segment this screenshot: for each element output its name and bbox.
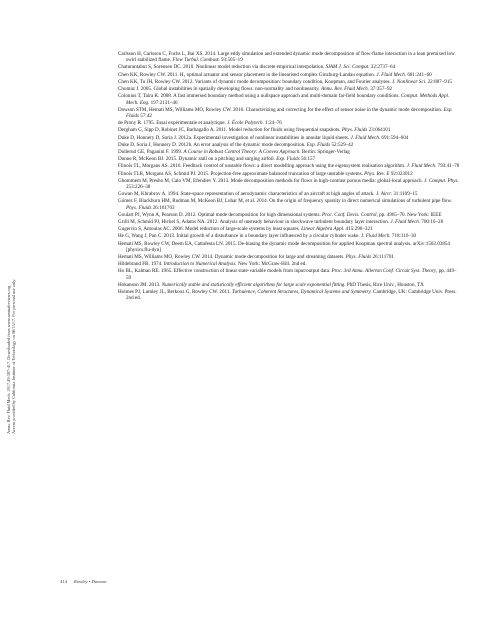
reference-entry: [118, 156, 460, 162]
reference-tail: 1:24–76: [263, 120, 282, 127]
reference-tail: 92:023012: [389, 170, 413, 177]
reference-tail: 197:2131–46: [149, 99, 178, 106]
reference-entry: [118, 268, 460, 281]
reference-tail: 57:42: [139, 113, 152, 120]
reference-entry: [118, 86, 460, 92]
reference-tail: PhD Thesis, Rice Univ., Houston, TX: [345, 281, 424, 288]
reference-tail: 52:529–42: [330, 141, 354, 148]
reference-entry: [118, 79, 460, 85]
reference-text: He G, Wang J, Pan C. 2013. Initial growth of a disturbance in a boundary layer influenced by a circular cylinder wake.: [118, 233, 361, 240]
reference-journal: Exp. Fluids: [276, 156, 300, 163]
reference-text: Gugercin S, Antoulas AC. 2006. Model reduction of large-scale systems by least squares.: [118, 226, 302, 233]
reference-entry: [118, 64, 460, 70]
reference-tail: 56:157: [299, 156, 316, 163]
reference-entry: [118, 233, 460, 239]
reference-journal: Proc. Conf. Decis. Control: [322, 211, 377, 218]
reference-journal: J. École Polytech.: [227, 120, 264, 127]
reference-text: Dunne R, McKeon BJ. 2015. Dynamic stall on a pitching and surging airfoil.: [118, 156, 277, 163]
reference-entry: [118, 163, 460, 169]
reference-journal: Numerically stable and statistically efficient algorithms for large scale exponential fitting.: [161, 281, 346, 288]
reference-tail: 26:111701: [371, 254, 394, 261]
reference-journal: Phys. Fluids: [341, 127, 368, 134]
reference-journal: Exp. Fluids: [126, 106, 453, 120]
running-author: Rowley • Dawson: [74, 579, 107, 584]
reference-entry: [118, 289, 460, 302]
reference-tail: Berlin: Springer-Verlag: [300, 148, 350, 155]
reference-text: Ghommem M, Presho M, Calo VM, Efendiev Y. 2013. Mode decomposition methods for flows in high-contrast porous media: global-local approach.: [118, 177, 425, 184]
reference-tail: 681:241–60: [406, 71, 432, 78]
reference-tail: 700:16–28: [420, 219, 444, 226]
reference-entry: [118, 261, 460, 267]
reference-tail: 32:2737–64: [369, 64, 396, 71]
reference-text: Hemati MS, Rowley CW, Deem EA, Cattafesta LN. 2015. De-biasing the dynamic mode decomposition for applied Koopman spectral analysis. arXiv:1502.03854 [physics.flu-dyn]: [118, 240, 450, 253]
download-notice-line-1: Annu. Rev. Fluid Mech. 2017.49:387-417. Downloaded from www.annualreviews.org: [6, 285, 11, 434]
reference-entry: [118, 149, 460, 155]
reference-entry: [118, 178, 460, 191]
reference-journal: Annu. Rev. Fluid Mech.: [320, 86, 369, 93]
reference-entry: [118, 241, 460, 254]
reference-journal: J. Aircr.: [375, 191, 392, 198]
reference-text: Chen KK, Rowley CW. 2011. H₂ optimal actuator and sensor placement in the linearised complex Ginzburg-Landau equation.: [118, 71, 377, 78]
reference-tail: 718:116–30: [390, 233, 417, 240]
reference-entry: [118, 142, 460, 148]
reference-tail: 31:1109–15: [391, 191, 418, 198]
reference-text: Chen KK, Tu JH, Rowley CW. 2012. Variants of dynamic mode decomposition: boundary condition, Koopman, and Fourier analyses.: [118, 78, 393, 85]
reference-text: Grilli M, Schmid PJ, Hickel S, Adams NA. 2012. Analysis of unsteady behaviour in shockwave turbulent boundary layer interaction.: [118, 219, 391, 226]
reference-text: Hokanson JM. 2013.: [118, 281, 162, 288]
reference-entry: [118, 127, 460, 133]
reference-text: de Prony R. 1795. Essai expérimentale et analytique.: [118, 120, 228, 127]
reference-entry: [118, 212, 460, 218]
reference-tail: New York: McGraw-Hill. 2nd ed.: [236, 261, 307, 268]
reference-journal: J. Nonlinear Sci.: [392, 78, 427, 85]
reference-entry: [118, 254, 460, 260]
reference-entry: [118, 191, 460, 197]
reference-text: Goulart PJ, Wynn A, Pearson D. 2012. Optimal mode decomposition for high dimensional systems.: [118, 211, 323, 218]
reference-journal: J. Comput. Phys.: [424, 177, 459, 184]
reference-tail: 793:41–78: [436, 163, 460, 170]
reference-journal: J. Fluid Mech.: [390, 219, 421, 226]
reference-text: Duke D, Soria J, Honnery D. 2012b. An error analysis of the dynamic mode decomposition.: [118, 141, 307, 148]
reference-entry: [118, 226, 460, 232]
reference-tail: 22:887–915: [426, 78, 452, 85]
reference-text: Hemati MS, Williams MO, Rowley CW. 2014. Dynamic mode decomposition for large and streaming datasets.: [118, 254, 346, 261]
reference-tail: 691:594–604: [380, 134, 409, 141]
reference-text: Dergham G, Sipp D, Robinet JC, Barbagallo A. 2011. Model reduction for fluids using frequential snapshots.: [118, 127, 342, 134]
download-notice: [6, 214, 28, 434]
reference-tail: 415:290–321: [344, 226, 373, 233]
reference-entry: [118, 72, 460, 78]
reference-entry: [118, 107, 460, 120]
page-number: 414: [60, 579, 67, 584]
reference-text: Gómez F, Blackburn HM, Rudman M, McKeon BJ, Luhar M, et al. 2014. On the origin of frequency sparsity in direct numerical simulations of turbulent pipe flow.: [118, 198, 452, 205]
reference-entry: [118, 93, 460, 106]
reference-tail: 23:064101: [367, 127, 391, 134]
reference-entry: [118, 282, 460, 288]
reference-journal: Introduction to Numerical Analysis.: [163, 261, 237, 268]
reference-text: Chomaz J. 2005. Global instabilities in spatially developing flows: non-normality and nonlinearity.: [118, 86, 321, 93]
reference-entry: [118, 120, 460, 126]
reference-text: Duke D, Honnery D, Soria J. 2012a. Experimental investigation of nonlinear instabilities in annular liquid sheets.: [118, 134, 351, 141]
reference-entry: [118, 171, 460, 177]
download-notice-line-2: Access provided by California Institute of Technology on 06/15/17. For personal use only.: [11, 278, 17, 434]
reference-text: Dawson STM, Hemati MS, Williams MO, Rowley CW. 2016. Characterizing and correcting for the effect of sensor noise in the dynamic mode decomposition.: [118, 106, 444, 113]
reference-journal: SIAM J. Sci. Comput.: [325, 64, 370, 71]
reference-journal: J. Fluid Mech.: [350, 134, 381, 141]
reference-journal: Linear Algebra Appl.: [301, 226, 345, 233]
reference-list: [118, 51, 460, 303]
reference-journal: Exp. Fluids: [306, 141, 331, 148]
reference-text: Colonius T, Taira K. 2008. A fast immersed boundary method using a nullspace approach and multi-domain far-field boundary conditions.: [118, 93, 401, 100]
reference-tail: Cambridge, UK: Cambridge Univ. Press. 2nd ed.: [126, 289, 457, 302]
reference-journal: Phys. Rev. E: [364, 170, 390, 177]
reference-text: Flinois TL, Morgans AS. 2016. Feedback control of unstable flows: a direct modelling approach using the eigensystem realisation algorithm.: [118, 163, 407, 170]
reference-journal: Phys. Fluids: [126, 204, 152, 211]
reference-text: Carlsson H, Carlsson C, Fuchs L, Bai XS. 2014. Large eddy simulation and extended dynamic mode decomposition of flow-flame interaction in a lean premixed low swirl stabilized flame.: [118, 51, 455, 64]
reference-tail: 37:357–92: [368, 86, 393, 93]
reference-entry: [118, 219, 460, 225]
reference-entry: [118, 135, 460, 141]
reference-text: Chaturantabut S, Sorensen DC. 2010. Nonlinear model reduction via discrete empirical interpolation.: [118, 64, 326, 71]
reference-text: Hildebrand FB. 1974.: [118, 261, 164, 268]
reference-text: Gowan M, Khrabrov A. 1994. State-space representation of aerodynamic characteristics of an aircraft at high angles of attack.: [118, 191, 376, 198]
reference-journal: Comput. Methods Appl. Mech. Eng.: [126, 93, 450, 106]
reference-text: Ho BL, Kalman RE. 1965. Effective construction of linear state-variable models from input/output data.: [118, 268, 332, 275]
reference-tail: 93:505–19: [219, 57, 243, 64]
reference-journal: Turbulence, Coherent Structures, Dynamical Systems and Symmetry.: [231, 289, 372, 296]
reference-entry: [118, 198, 460, 211]
page-footer: [60, 579, 107, 584]
reference-tail: 253:226–38: [126, 184, 151, 190]
reference-text: Dullerud GE, Paganini F. 1999.: [118, 148, 184, 155]
reference-journal: A Course in Robust Control Theory: A Convex Approach.: [183, 148, 301, 155]
reference-tail: 26:101703: [151, 204, 175, 211]
reference-text: Holmes PJ, Lumley JL, Berkooz G, Rowley CW. 2011.: [118, 289, 232, 296]
reference-entry: [118, 51, 460, 64]
reference-journal: Flow Turbul. Combust.: [172, 57, 220, 64]
reference-tail: , pp. 449–59: [126, 268, 457, 281]
reference-journal: J. Fluid Mech.: [360, 233, 391, 240]
reference-journal: J. Fluid Mech.: [406, 163, 437, 170]
reference-journal: J. Fluid Mech.: [376, 71, 407, 78]
reference-journal: Phys. Fluids: [345, 254, 372, 261]
reference-text: Flinois TLB, Morgans AS, Schmid PJ. 2015. Projection-free approximate balanced truncation of large unstable systems.: [118, 170, 365, 177]
reference-journal: Proc. 3rd Annu. Allerton Conf. Circuit Syst. Theory: [331, 268, 437, 275]
reference-tail: , pp. 4965–70. New York: IEEE: [376, 211, 442, 218]
